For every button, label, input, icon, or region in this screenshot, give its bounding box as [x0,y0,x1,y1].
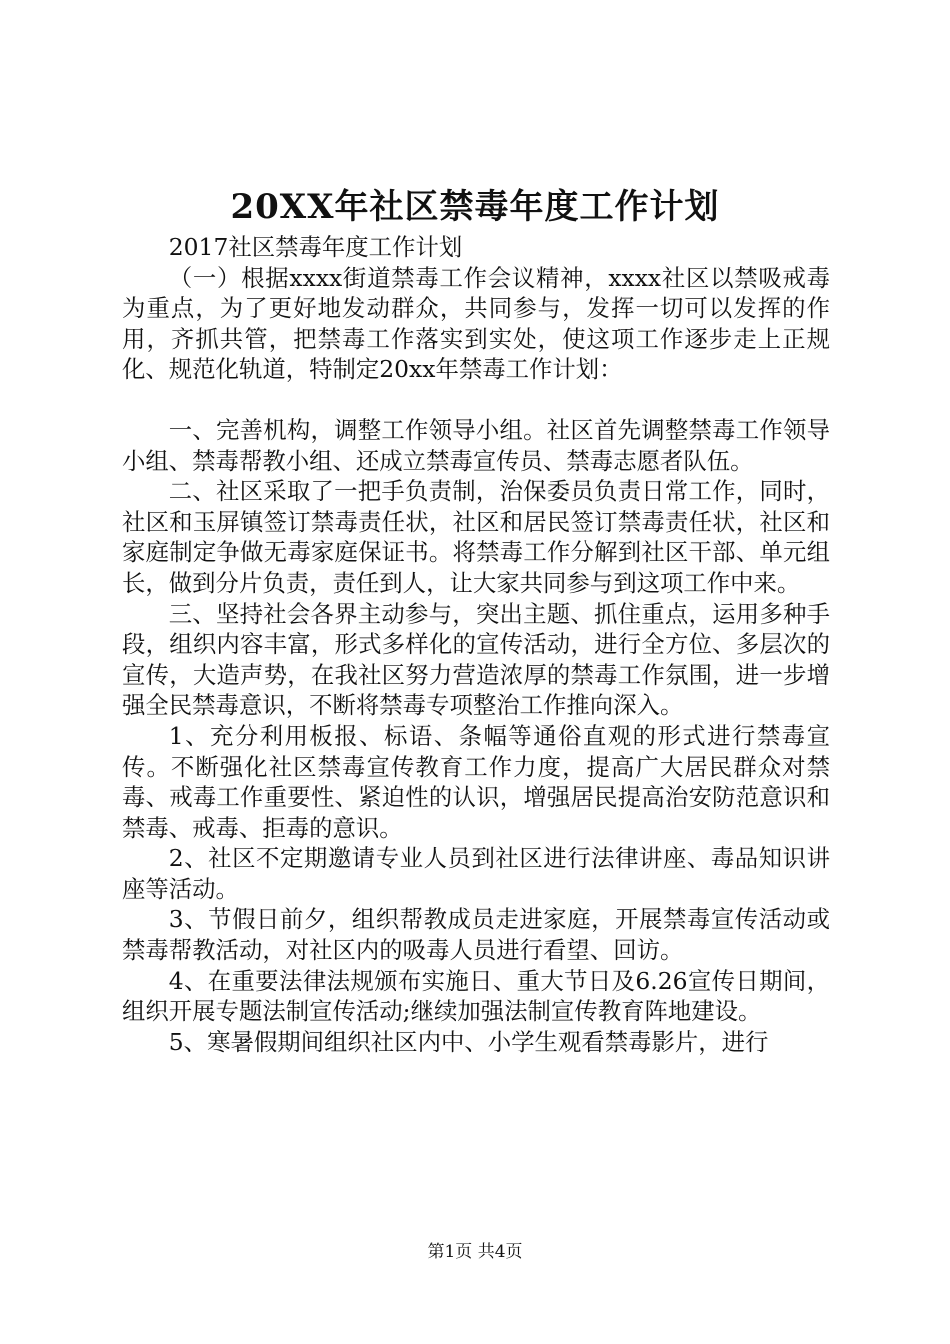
subtitle-paragraph: 2017社区禁毒年度工作计划 [168,233,463,261]
item-4-paragraph: 4、在重要法律法规颁布实施日、重大节日及6.26宣传日期间，组织开展专题法制宣传活动;继续加强法制宣传教育阵地建设。 [122,966,830,1026]
item-2-paragraph: 2、社区不定期邀请专业人员到社区进行法律讲座、毒品知识讲座等活动。 [122,844,830,903]
section-3-paragraph: 三、坚持社会各界主动参与，突出主题、抓住重点，运用多种手段，组织内容丰富，形式多样化的宣传活动，进行全方位、多层次的宣传，大造声势，在我社区努力营造浓厚的禁毒工作氛围，进一步增强全民禁毒意识，不断将禁毒专项整治工作推向深入。 [122,599,830,720]
document-body [122,232,830,1057]
item-5-paragraph: 5、寒暑假期间组织社区内中、小学生观看禁毒影片，进行 [168,1027,769,1056]
document-title: 20XX年社区禁毒年度工作计划 [230,187,720,227]
intro-paragraph: （一）根据xxxx街道禁毒工作会议精神，xxxx社区以禁吸戒毒为重点，为了更好地发动群众，共同参与，发挥一切可以发挥的作用，齐抓共管，把禁毒工作落实到实处，使这项工作逐步走上正规化、规范化轨道，特制定20xx年禁毒工作计划： [122,263,830,384]
item-3-paragraph: 3、节假日前夕，组织帮教成员走进家庭，开展禁毒宣传活动或禁毒帮教活动，对社区内的吸毒人员进行看望、回访。 [122,905,830,965]
section-2-paragraph: 二、社区采取了一把手负责制，治保委员负责日常工作，同时，社区和玉屏镇签订禁毒责任状，社区和居民签订禁毒责任状，社区和家庭制定争做无毒家庭保证书。将禁毒工作分解到社区干部、单元组长，做到分片负责，责任到人，让大家共同参与到这项工作中来。 [122,477,830,597]
item-1-paragraph: 1、充分利用板报、标语、条幅等通俗直观的形式进行禁毒宣传。不断强化社区禁毒宣传教育工作力度，提高广大居民群众对禁毒、戒毒工作重要性、紧迫性的认识，增强居民提高治安防范意识和禁毒、戒毒、拒毒的意识。 [122,721,830,842]
page-footer: 第1页 共4页 [427,1242,523,1262]
section-1-paragraph: 一、完善机构，调整工作领导小组。社区首先调整禁毒工作领导小组、禁毒帮教小组、还成立禁毒宣传员、禁毒志愿者队伍。 [122,415,830,475]
